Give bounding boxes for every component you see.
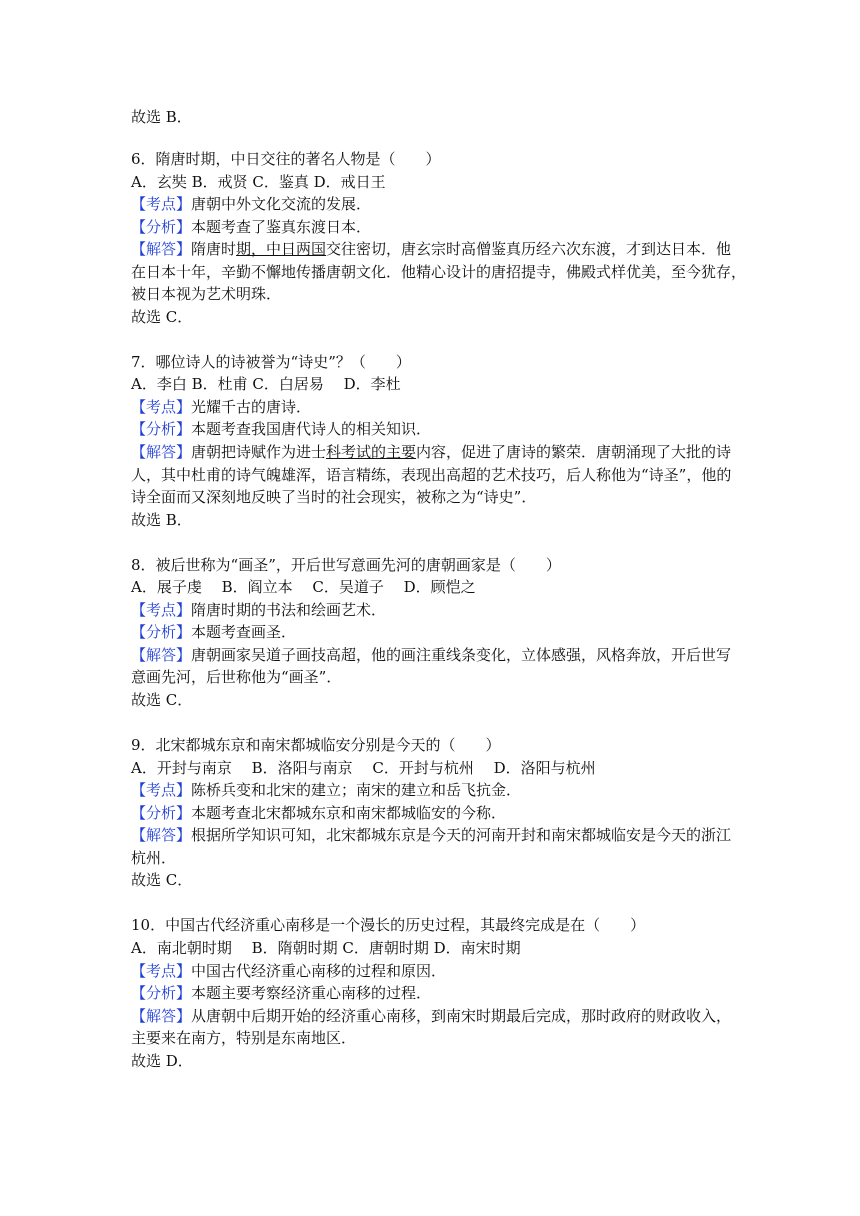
q8-jieda-line2: 意画先河，后世称他为“画圣”． xyxy=(131,668,342,686)
q7-fenxi xyxy=(131,418,731,440)
q10-options: A．南北朝时期 B．隋朝时期 C．唐朝时期 D．南宋时期 xyxy=(131,939,521,957)
fenxi-tag: 【分析】 xyxy=(131,218,192,236)
q6-question: 6．隋唐时期，中日交往的著名人物是（ ） xyxy=(131,150,441,168)
fenxi-text: 本题考查北宋都城东京和南宋都城临安的今称． xyxy=(191,804,507,822)
kaodian-tag: 【考点】 xyxy=(131,195,192,213)
q9-jieda-line2: 杭州． xyxy=(131,849,177,867)
q6-kaodian xyxy=(131,193,731,215)
q6-jieda-line1 xyxy=(131,238,731,260)
jieda-text: 从唐朝中后期开始的经济重心南移，到南宋时期最后完成，那时政府的财政收入， xyxy=(191,1007,732,1025)
kaodian-text: 陈桥兵变和北宋的建立；南宋的建立和岳飞抗金． xyxy=(191,781,522,799)
q5-answer: 故选 B． xyxy=(131,108,192,126)
q9-kaodian xyxy=(131,779,731,801)
q9-question: 9．北宋都城东京和南宋都城临安分别是今天的（ ） xyxy=(131,736,501,754)
q8-question: 8．被后世称为“画圣”，开后世写意画先河的唐朝画家是（ ） xyxy=(131,556,561,574)
jieda-text: 交往密切，唐玄宗时高僧鉴真历经六次东渡，才到达日本．他 xyxy=(326,240,732,258)
kaodian-text: 隋唐时期的书法和绘画艺术． xyxy=(191,601,387,619)
kaodian-tag: 【考点】 xyxy=(131,601,192,619)
q7-answer: 故选 B． xyxy=(131,511,192,529)
kaodian-tag: 【考点】 xyxy=(131,398,192,416)
fenxi-tag: 【分析】 xyxy=(131,984,192,1002)
fenxi-text: 本题主要考察经济重心南移的过程． xyxy=(191,984,432,1002)
q8-answer: 故选 C． xyxy=(131,691,193,709)
q6-answer: 故选 C． xyxy=(131,308,193,326)
q10-answer: 故选 D． xyxy=(131,1052,193,1070)
jieda-tag: 【解答】 xyxy=(131,1007,192,1025)
q6-jieda-line3: 被日本视为艺术明珠． xyxy=(131,285,282,303)
q8-kaodian xyxy=(131,599,731,621)
fenxi-tag: 【分析】 xyxy=(131,623,192,641)
kaodian-tag: 【考点】 xyxy=(131,781,192,799)
kaodian-text: 中国古代经济重心南移的过程和原因． xyxy=(191,962,447,980)
q10-kaodian xyxy=(131,960,731,982)
q10-jieda-line1 xyxy=(131,1005,731,1027)
kaodian-text: 唐朝中外文化交流的发展． xyxy=(191,195,372,213)
q7-jieda-line2: 人，其中杜甫的诗气魄雄浑，语言精练，表现出高超的艺术技巧，后人称他为“诗圣”，他的 xyxy=(131,466,732,484)
q10-question: 10．中国古代经济重心南移是一个漫长的历史过程，其最终完成是在（ ） xyxy=(131,916,646,934)
q9-options: A．开封与南京 B．洛阳与南京 C．开封与杭州 D．洛阳与杭州 xyxy=(131,759,596,777)
q7-options: A．李白 B．杜甫 C．白居易 D．李杜 xyxy=(131,375,401,393)
q9-jieda-line1 xyxy=(131,824,731,846)
underlined-text: 科考试的主要 xyxy=(326,443,417,461)
jieda-text: 内容，促进了唐诗的繁荣．唐朝涌现了大批的诗 xyxy=(416,443,732,461)
jieda-tag: 【解答】 xyxy=(131,240,192,258)
q8-options: A．展子虔 B．阎立本 C．吴道子 D．顾恺之 xyxy=(131,578,476,596)
q10-fenxi xyxy=(131,982,731,1004)
fenxi-text: 本题考查了鉴真东渡日本． xyxy=(191,218,372,236)
fenxi-tag: 【分析】 xyxy=(131,804,192,822)
q9-fenxi xyxy=(131,802,731,824)
q7-jieda-line1 xyxy=(131,441,731,463)
q6-jieda-line2: 在日本十年，辛勤不懈地传播唐朝文化．他精心设计的唐招提寺，佛殿式样优美，至今犹存， xyxy=(131,263,747,281)
jieda-tag: 【解答】 xyxy=(131,826,192,844)
jieda-text: 唐朝画家吴道子画技高超，他的画注重线条变化，立体感强，风格奔放，开后世写 xyxy=(191,646,732,664)
q10-jieda-line2: 主要来在南方，特别是东南地区． xyxy=(131,1029,357,1047)
kaodian-text: 光耀千古的唐诗． xyxy=(191,398,312,416)
q9-answer: 故选 C． xyxy=(131,871,193,889)
jieda-text: 唐朝把诗赋作为进士 xyxy=(191,443,327,461)
jieda-text: 根据所学知识可知，北宋都城东京是今天的河南开封和南宋都城临安是今天的浙江 xyxy=(191,826,732,844)
jieda-tag: 【解答】 xyxy=(131,646,192,664)
q8-jieda-line1 xyxy=(131,644,731,666)
fenxi-tag: 【分析】 xyxy=(131,420,192,438)
fenxi-text: 本题考查我国唐代诗人的相关知识． xyxy=(191,420,432,438)
q7-question: 7．哪位诗人的诗被誉为“诗史”？（ ） xyxy=(131,353,411,371)
q7-jieda-line3: 诗全面而又深刻地反映了当时的社会现实，被称之为“诗史”． xyxy=(131,488,537,506)
fenxi-text: 本题考查画圣． xyxy=(191,623,297,641)
jieda-tag: 【解答】 xyxy=(131,443,192,461)
underlined-text: 期，中日两国 xyxy=(236,240,327,258)
kaodian-tag: 【考点】 xyxy=(131,962,192,980)
q6-fenxi xyxy=(131,216,731,238)
q6-options: A．玄奘 B．戒贤 C．鉴真 D．戒日王 xyxy=(131,173,386,191)
q7-kaodian xyxy=(131,396,731,418)
jieda-text: 隋唐时 xyxy=(191,240,237,258)
q8-fenxi xyxy=(131,621,731,643)
